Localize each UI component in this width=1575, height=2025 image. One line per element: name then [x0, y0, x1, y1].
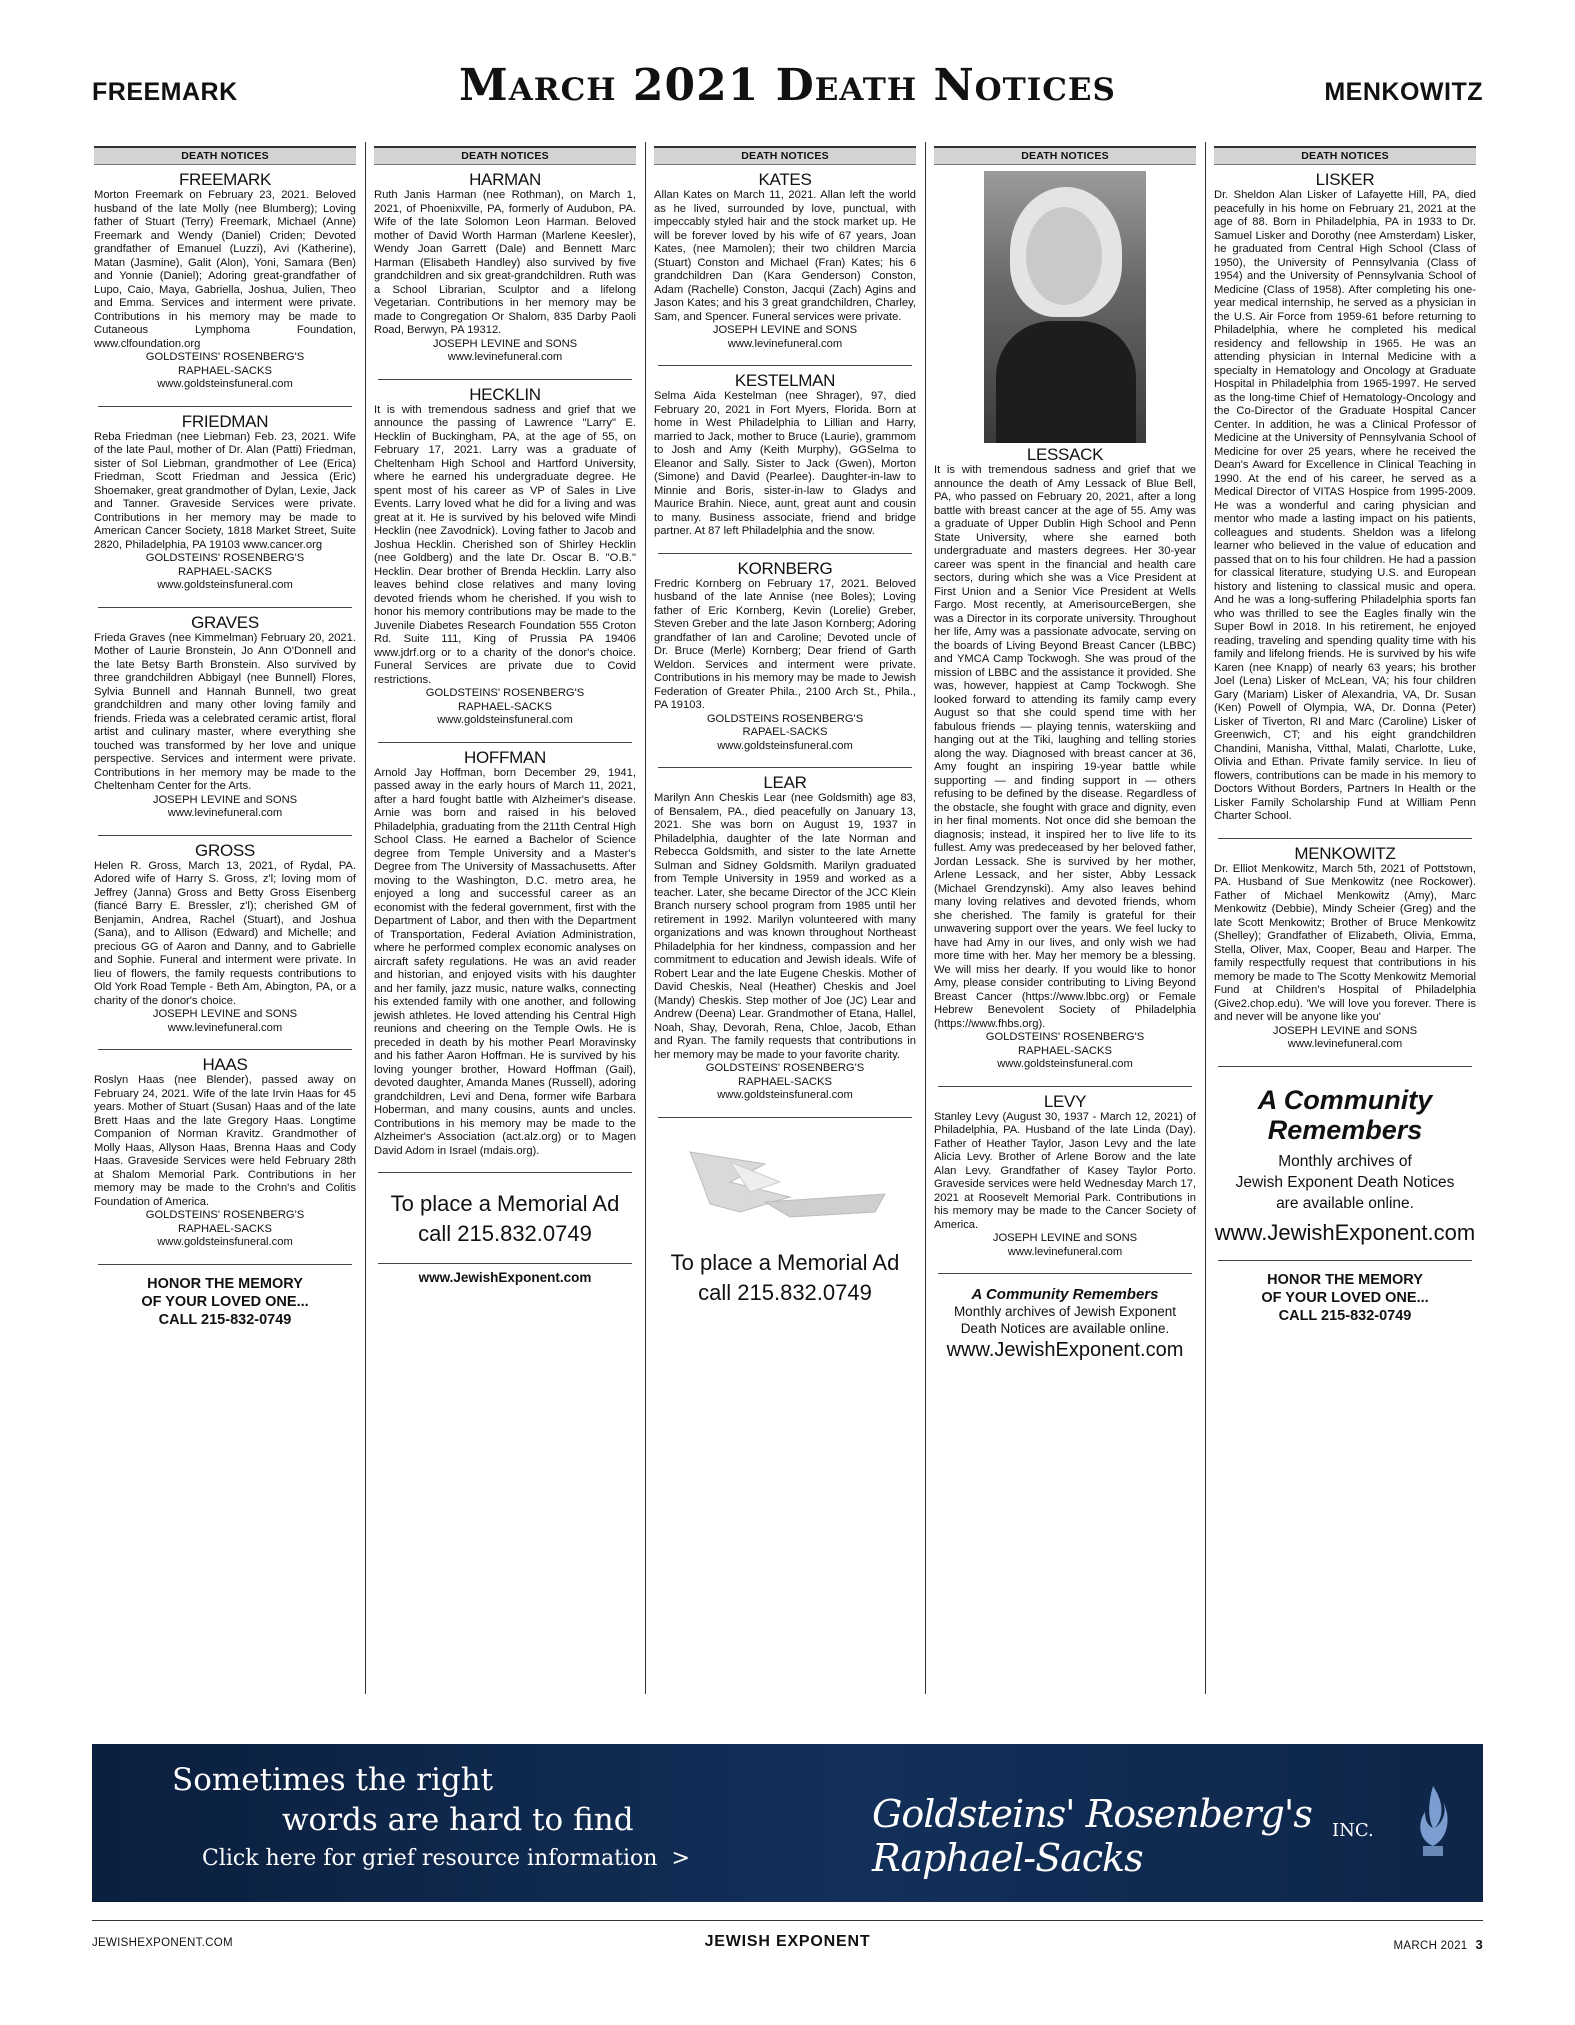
notice-lisker — [1214, 170, 1476, 824]
notice-divider — [658, 1117, 912, 1118]
section-tab: DEATH NOTICES — [934, 146, 1196, 165]
community-body: Monthly archives of Jewish Exponent Death Notices are available online. — [1235, 1152, 1455, 1212]
notice-lear — [654, 773, 916, 1103]
column-4 — [934, 146, 1196, 1362]
notice-divider — [1218, 1260, 1472, 1261]
notice-name: GROSS — [195, 840, 255, 860]
website-link[interactable]: www.JewishExponent.com — [418, 1270, 592, 1285]
notice-body: Allan Kates on March 11, 2021. Allan left the world as he lived, surrounded by love, punctual, with impeccably styled hair and the stock market up. He will be forever loved by his wife of 67 years, Joan Kates, (nee Mamolen); their two children Marcia (Stuart) Conston and Michael (Fran) Kates; his 6 grandchildren Dan (Kara Genderson) Conston, Adam (Rachelle) Conston, Jacqui (Zach) Agins and Jason Kates; and his 3 great grandchildren, Charley, Sam, and Spencer. Funeral services were private. — [654, 189, 916, 323]
star-of-david-icon — [670, 1142, 900, 1232]
grief-resource-banner[interactable] — [92, 1744, 1483, 1902]
notice-divider — [1218, 838, 1472, 839]
notice-body: Selma Aida Kestelman (nee Shrager), 97, died February 20, 2021 in Fort Myers, Florida. Born at home in West Philadelphia to Lillian and Harry, married to Jack, mother to Bruce (Laurie), grammom to Josh and Amy (Keith Murphy), GGSelma to Eleanor and Sally. Sister to Jack (Gwen), Morton (Simone) and David (Pearlee). Daughter-in-law to Minnie and Boris, sister-in-law to Gladys and Maurice Brahin. Niece, aunt, great aunt and cousin to many. Business associate, friend and bridge partner. At 87 left Philadelphia and the snow. — [654, 390, 916, 537]
logo-inc: INC. — [1332, 1820, 1374, 1841]
notice-divider — [378, 742, 632, 743]
notice-kates — [654, 170, 916, 351]
community-title: A Community Remembers — [1257, 1084, 1433, 1145]
notice-body: Reba Friedman (nee Liebman) Feb. 23, 2021. Wife of the late Paul, mother of Dr. Alan (Patti) Friedman, sister of Sol Liebman, grandmother of Lee (Erica) Friedman, Scott Friedman and Jessica (Eric) Shoemaker, great grandmother of Dylan, Lexie, Jack and Tanner. Graveside Services were private. Contributions in her memory may be made to American Cancer Society, 1818 Market Street, Suite 2820, Philadelphia, PA 19103 www.cancer.org — [94, 430, 356, 551]
community-link[interactable]: www.JewishExponent.com — [1214, 1219, 1476, 1245]
honor-memory-ad: HONOR THE MEMORY OF YOUR LOVED ONE... CALL 215-832-0749 — [1261, 1271, 1429, 1324]
notice-name: KORNBERG — [737, 558, 833, 578]
notice-body: Frieda Graves (nee Kimmelman) February 20, 2021. Mother of Laurie Bronstein, Jo Ann O'Donnell and the late Betsy Barth Bronstein. Also survived by three grandchildren Abbigayl (nee Bunnell) Flores, Sylvia Bunnell and Hannah Bunnell, two great grandchildren and many other loving family and friends. Frieda was a celebrated ceramic artist, floral artist and culinary master, where everything she touched was transformed by her love and unique perspective. Services and interment were private. Contributions in her memory may be made to the Cheltenham Center for the Arts. — [94, 631, 356, 792]
community-remembers-ad-large — [1214, 1085, 1476, 1246]
notice-name: LESSACK — [1026, 445, 1104, 464]
community-title: A Community Remembers — [971, 1286, 1159, 1303]
column-divider — [365, 142, 366, 1694]
footer-rule — [92, 1920, 1483, 1921]
notice-lessack — [934, 445, 1196, 1072]
notice-name: MENKOWITZ — [1294, 843, 1396, 863]
notice-divider — [938, 1273, 1192, 1274]
memorial-ad: To place a Memorial Ad call 215.832.0749 — [390, 1191, 620, 1246]
banner-line-2: words are hard to find — [282, 1802, 634, 1838]
notice-divider — [1218, 1066, 1472, 1067]
funeral-home: GOLDSTEINS' ROSENBERG'S RAPHAEL-SACKS www.goldsteinsfuneral.com — [425, 687, 585, 726]
notice-body: Helen R. Gross, March 13, 2021, of Rydal, PA. Adored wife of Harry S. Gross, z'l; loving mom of Jeffrey (Janna) Gross and Betty Gross Eisenberg (fiancé Barry E. Bressler, z'l); cherished GM of Benjamin, Andrea, Rachel (Stuart), and Joshua (Sana), and to Allison (Edward) and Michelle; and precious GG of Aaron and Danny, and to Gabrielle and Sophie. Funeral and interment were private. In lieu of flowers, the family requests contributions to Old York Road Temple - Beth Am, Abington, PA, or a charity of the donor's choice. — [94, 859, 356, 1007]
notice-body: Stanley Levy (August 30, 1937 - March 12, 2021) of Philadelphia, PA. Husband of the late Linda (Day). Father of Heather Taylor, Jason Levy and the late Alicia Levy. Brother of Arlene Borow and the late Alan Levy. Grandfather of Kasey Taylor Porto. Graveside services were held Wednesday March 17, 2021 at Roosevelt Memorial Park. Contributions in his memory may be made to the Cancer Society of America. — [934, 1110, 1196, 1231]
notice-name: GRAVES — [191, 612, 259, 632]
footer-website: JEWISHEXPONENT.COM — [92, 1937, 233, 1949]
column-1 — [94, 146, 356, 1329]
notice-hecklin — [374, 385, 636, 728]
column-divider — [925, 142, 926, 1694]
notice-divider — [938, 1086, 1192, 1087]
banner-cta[interactable] — [202, 1846, 690, 1871]
notice-body: Ruth Janis Harman (nee Rothman), on March 1, 2021, of Phoenixville, PA, formerly of Audubon, PA. Wife of the late Solomon Leon Harman. Beloved mother of David Worth Harman (Marlene Keesler), Wendy Joan Garrett (Dale) and Bennett Marc Harman (Elisabeth Handley) also survived by five grandchildren and six great-grandchildren. Ruth was a School Librarian, Sculptor and a lifelong Vegetarian. Contributions in her memory may be made to Congregation Or Shalom, 835 Darby Paoli Road, Berwyn, PA 19312. — [374, 189, 636, 336]
funeral-home: GOLDSTEINS' ROSENBERG'S RAPHAEL-SACKS www.goldsteinsfuneral.com — [705, 1062, 865, 1101]
notice-body: It is with tremendous sadness and grief that we announce the death of Amy Lessack of Blue Bell, PA, who passed on February 20, 2021, after a long battle with breast cancer at the age of 55. Amy was a graduate of Upper Dublin High School and Penn State University, where she earned both undergraduate and masters degrees. Her 30-year career was spent in the financial and health care sectors, during which she was a Vice President at First Union and a Senior Vice President at Wells Fargo. Most recently, at AmerisourceBergen, she was a Director in its corporate university. Throughout her life, Amy was a passionate advocate, serving on the boards of Living Beyond Breast Cancer (LBBC) and YMCA Camp Tockwogh. She was proud of the mission of LBBC and the assistance it provided. She was, however, happiest at Camp Tockwogh. She looked forward to attending its family camp every August so that she could spend time with her fabulous friends — playing tennis, waterskiing and hanging out at the Tiki, laughing and telling stories along the way. Diagnosed with breast cancer at 36, Amy fought an inspiring 19-year battle while supporting — and finding support in — others refusing to be defined by the disease. Regardless of the obstacle, she fought with grace and dignity, even in her final moments. Not once did she bemoan the diagnosis; instead, it inspired her to live life to its fullest. Amy was predeceased by her beloved father, Jordan Lessack. She is survived by her mother, Arlene Lessack, and her sister, Abby Lessack (Michael Grendzynski). Amy also leaves behind many loving relatives and devoted friends, whom she cherished. The family is grateful for their unwavering support over the years. We feel lucky to have had Amy in our lives, and only wish we had more time with her. May her memory be a blessing. We will miss her dearly. If you would like to honor Amy, please consider contributing to Living Beyond Breast Cancer (https://www.lbbc.org) or Female Hebrew Benevolent Society of Philadelphia (https://www.fhbs.org). — [934, 464, 1196, 1030]
funeral-home: GOLDSTEINS' ROSENBERG'S RAPHAEL-SACKS www.goldsteinsfuneral.com — [145, 351, 305, 390]
notice-name: KESTELMAN — [734, 371, 836, 390]
notice-name: HAAS — [202, 1055, 248, 1074]
notice-haas — [94, 1055, 356, 1250]
notice-body: Dr. Elliot Menkowitz, March 5th, 2021 of Pottstown, PA. Husband of Sue Menkowitz (nee Rockower). Father of Michael Menkowitz (Amy), Marc Menkowitz (Debbie), Mindy Scheier (Greg) and the late Scott Menkowitz; Brother of Bruce Menkowitz (Shelley); Grandfather of Elizabeth, Olivia, Emma, Stella, Oliver, Max, Cooper, Beau and Harper. The family respectfully request that contributions in his memory be made to The Scotty Menkowitz Memorial Fund at Children's Hospital of Philadelphia (Give2.chop.edu). 'We will love you forever. There is and never will be anyone like you' — [1214, 862, 1476, 1023]
section-tab: DEATH NOTICES — [94, 146, 356, 165]
notice-divider — [658, 553, 912, 554]
notice-name: LEVY — [1043, 1091, 1087, 1111]
notice-name: LEAR — [763, 773, 807, 792]
funeral-home: JOSEPH LEVINE and SONS www.levinefuneral.com — [152, 1008, 298, 1034]
notice-name: LISKER — [1315, 170, 1375, 189]
column-divider — [1205, 142, 1206, 1694]
notice-name: FRIEDMAN — [181, 411, 269, 431]
section-tab: DEATH NOTICES — [374, 146, 636, 165]
section-tab: DEATH NOTICES — [654, 146, 916, 165]
community-link[interactable]: www.JewishExponent.com — [946, 1339, 1184, 1361]
notice-divider — [98, 835, 352, 836]
footer-date: MARCH 2021 — [1393, 1940, 1468, 1952]
page-number: 3 — [1475, 1937, 1483, 1952]
notice-divider — [98, 607, 352, 608]
notice-divider — [658, 365, 912, 366]
community-remembers-ad — [934, 1286, 1196, 1362]
honor-memory-ad: HONOR THE MEMORY OF YOUR LOVED ONE... CALL 215-832-0749 — [141, 1275, 309, 1328]
notice-freemark — [94, 170, 356, 392]
header-left-name: FREEMARK — [92, 78, 238, 106]
footer-issue — [1394, 1937, 1483, 1952]
column-3 — [654, 146, 916, 1308]
section-tab: DEATH NOTICES — [1214, 146, 1476, 165]
notice-body: Roslyn Haas (nee Blender), passed away on February 24, 2021. Wife of the late Irvin Haas for 45 years. Mother of Stuart (Susan) Haas and of the late Brett Haas and the late Gregory Haas. Longtime Companion of Norman Kravitz. Grandmother of Molly Haas, Allyson Haas, Brenna Haas and Cody Haas. Graveside Services were held February 28th at Shalom Memorial Park. Contributions in her memory may be made to the Crohn's and Colitis Foundation of America. — [94, 1074, 356, 1208]
notice-body: Marilyn Ann Cheskis Lear (nee Goldsmith) age 83, of Bensalem, PA., died peacefully on January 13, 2021. She was born on August 19, 1937 in Philadelphia, daughter of the late Norman and Rebecca Goldsmith, and sister to the late Arnette Sulman and Sidney Goldsmith. Marilyn graduated from Temple University in 1959 and worked as a teacher. Later, she became Director of the JCC Klein Branch nursery school program from 1985 until her retirement in 1992. Marilyn volunteered with many organizations and was known throughout Northeast Philadelphia for her kindness, compassion and her commitment to education and Jewish ideals. Wife of Robert Lear and the late Eugene Cheskis. Mother of David Cheskis, Neal (Heather) Cheskis and Joel (Mandy) Cheskis. Step mother of Joe (JC) Lear and Andrew (Deena) Lear. Grandmother of Etana, Hallel, Noah, Shay, Devorah, Rena, Chloe, Jacob, Ethan and Ryan. The family requests that contributions in her memory may be made to your favorite charity. — [654, 792, 916, 1061]
funeral-home-logo: Goldsteins' Rosenberg's Raphael-Sacks — [872, 1792, 1312, 1880]
notice-body: Arnold Jay Hoffman, born December 29, 1941, passed away in the early hours of March 11, 2021, after a hard fought battle with Alzheimer's disease. Arnie was born and raised in his beloved Philadelphia, graduating from the 211th Central High School Class. He earned a Bachelor of Science degree from Temple University and a Master's Degree from The University of Massachusetts. After moving to the Washington, D.C. metro area, he enjoyed a long and successful career as an economist with the federal government, first with the Department of Labor, and then with the Department of Transportation, Federal Aviation Administration, where he performed complex economic analyses on aircraft safety regulations. He was an avid reader and historian, and enjoyed visits with his daughter and her family, jazz music, nature walks, connecting his extended family with one another, and following jewish athletes. He loved attending his Central High reunions and cheering on the Temple Owls. He is preceded in death by his mother Pearl Moravinsky and his father Aaron Hoffman. He is survived by his loving younger brother, Howard Hoffman (Gail), devoted daughter, Amanda Manes (Russell), adoring grandchildren, Levi and Dena, former wife Barbara Hoberman, and many cousins, aunts and uncles. Contributions in his memory may be made to the Alzheimer's Association (act.alz.org) or to Magen David Adom in Israel (mdais.org). — [374, 766, 636, 1157]
funeral-home: GOLDSTEINS' ROSENBERG'S RAPHAEL-SACKS www.goldsteinsfuneral.com — [985, 1031, 1145, 1070]
banner-cta-text: Click here for grief resource information — [202, 1846, 658, 1871]
funeral-home: JOSEPH LEVINE and SONS www.levinefuneral.com — [432, 337, 578, 363]
funeral-home: JOSEPH LEVINE and SONS www.levinefuneral.com — [712, 324, 858, 350]
funeral-home: GOLDSTEINS' ROSENBERG'S RAPHAEL-SACKS www.goldsteinsfuneral.com — [145, 1209, 305, 1248]
notice-name: HOFFMAN — [464, 747, 546, 767]
notice-name: HECKLIN — [469, 384, 541, 404]
notice-name: FREEMARK — [178, 170, 272, 189]
notice-divider — [378, 1172, 632, 1173]
notice-body: Dr. Sheldon Alan Lisker of Lafayette Hill, PA, died peacefully in his home on February 21, 2021 at the age of 88. Born in Philadelphia, PA in 1933 to Dr. Samuel Lisker and Dorothy (nee Amsterdam) Lisker, he graduated from Central High School (Class of 1950), the University of Pennsylvania (Class of 1954) and the University of Pennsylvania School of Medicine (Class of 1958). After completing his one-year medical internship, he served as a physician in the U.S. Air Force from 1959-61 before returning to Philadelphia, where he completed his medical residency and fellowship in 1965. He was an attending physician in Internal Medicine with a specialty in Hematology and Oncology at Graduate Hospital in Philadelphia from 1965-1997. He served as the long-time Chief of Hematology-Oncology and the Co-Director of the Graduate Hospital Cancer Center. In addition, he was a Clinical Professor of Medicine at the University of Pennsylvania School of Medicine for over 25 years, where he received the Dean's Award for Excellence in Clinical Teaching in 1990. At the end of his career, he served as a Medical Director of VITAS Hospice from 1995-2009. He was a wonderful and caring physician and mentor who made a lasting impact on his patients, colleagues and students. Sheldon was a lifelong learner who believed in the value of education and passed that on to his four children. He had a passion for classical literature, studying U.S. and European history and listening to classical music and opera. And he was a long-suffering Philadelphia sports fan who was thrilled to see the Eagles finally win the Super Bowl in 2018. In his retirement, he enjoyed reading, traveling and spending quality time with his family and lifelong friends. He is survived by his wife Karen (nee Knapp) of nearly 63 years; his brother Joel (Lena) Lisker of McLean, VA; his four children Gary (Mariam) Lisker of Alexandria, VA, Dr. Susan (Ken) Powell of Olympia, WA, Dr. Donna (Peter) Lisker of Tiverton, RI and Marc (Caroline) Lisker of Greenwich, CT; and his eight grandchildren Chandini, Manisha, Vitthal, Malati, Charlotte, Luke, Olivia and Ethan. Private family service. In lieu of flowers, contributions can be made in his memory to Doctors Without Borders, Partners In Health or the Lisker Family Scholarship Fund at William Penn Charter School. — [1214, 189, 1476, 822]
funeral-home: JOSEPH LEVINE and SONS www.levinefuneral.com — [992, 1232, 1138, 1258]
notice-name: KATES — [758, 170, 812, 189]
notice-harman — [374, 170, 636, 365]
chevron-right-icon: > — [671, 1846, 690, 1871]
community-body: Monthly archives of Jewish Exponent Death Notices are available online. — [953, 1304, 1177, 1336]
notice-divider — [98, 1049, 352, 1050]
notice-body: Morton Freemark on February 23, 2021. Beloved husband of the late Molly (nee Blumberg); Loving father of Stuart (Terry) Freemark, Michael (Anne) Freemark and Wendy (Daniel) Criden; Devoted grandfather of Emanuel (Luzzi), Avi (Katherine), Matan (Jasmine), Galit (Alon), Yoni, Samara (Ben) and Yonnie (Daniel); Adoring great-grandfather of Lupo, Caio, Maya, Gabriella, Joshua, Julien, Theo and Emma. Services and interment were private. Contributions in his memory may be made to Cutaneous Lymphoma Foundation, www.clfoundation.org — [94, 189, 356, 350]
page-title: March 2021 Death Notices — [459, 60, 1116, 111]
notice-friedman — [94, 412, 356, 593]
notice-body: It is with tremendous sadness and grief that we announce the passing of Lawrence "Larry" E. Hecklin of Buckingham, PA, at the age of 55, on February 17, 2021. Larry was a graduate of Cheltenham High School and Hartford University, where he earned his undergraduate degree. He spent most of his career as VP of Sales in Live Events. Larry loved what he did for a living and was great at it. He is survived by his beloved wife Mindi Hecklin (nee Zavodnick). Loving father to Jacob and Joshua Hecklin. Cherished son of Shirley Hecklin (nee Goldberg) and the late Dr. Oscar B. "O.B." Hecklin. Dear brother of Brenda Hecklin. Larry also leaves behind close relatives and many loving devoted friends whom he cherished. If you wish to honor his memory contributions may be made to the Juvenile Diabetes Research Foundation 555 Croton Rd. Suite 111, King of Prussia PA 19406 www.jdrf.org or to a charity of the donor's choice. Funeral Services are private due to Covid restrictions. — [374, 403, 636, 686]
notice-hoffman — [374, 748, 636, 1159]
notice-divider — [378, 1263, 632, 1264]
footer-publication: JEWISH EXPONENT — [704, 1933, 871, 1950]
notice-levy — [934, 1092, 1196, 1260]
notice-divider — [378, 379, 632, 380]
notice-kestelman — [654, 371, 916, 539]
notice-kornberg — [654, 559, 916, 754]
flame-icon — [1413, 1782, 1453, 1862]
column-divider — [645, 142, 646, 1694]
notice-divider — [98, 406, 352, 407]
notice-menkowitz — [1214, 844, 1476, 1052]
funeral-home: JOSEPH LEVINE and SONS www.levinefuneral.com — [1272, 1024, 1418, 1050]
notice-body: Fredric Kornberg on February 17, 2021. Beloved husband of the late Annise (nee Boles); Loving father of Eric Kornberg, Kevin (Lorelie) Greber, Steven Greber and the late Jason Kornberg; Adoring grandfather of Ian and Caroline; Devoted uncle of Dr. Bruce (Merle) Kornberg; Dear friend of Garth Weldon. Services and interment were private. Contributions in his memory may be made to Jewish Federation of Greater Phila., 2100 Arch St., Phila., PA 19103. — [654, 577, 916, 711]
memorial-ad: To place a Memorial Ad call 215.832.0749 — [670, 1249, 900, 1305]
column-5 — [1214, 146, 1476, 1325]
funeral-home: GOLDSTEINS ROSENBERG'S RAPAEL-SACKS www.goldsteinsfuneral.com — [706, 712, 864, 752]
portrait-photo — [984, 171, 1146, 443]
banner-line-1: Sometimes the right — [172, 1762, 494, 1798]
header-right-name: MENKOWITZ — [1324, 78, 1483, 106]
funeral-home: JOSEPH LEVINE and SONS www.levinefuneral.com — [152, 793, 298, 819]
notice-divider — [98, 1264, 352, 1265]
notice-graves — [94, 613, 356, 821]
notice-gross — [94, 841, 356, 1036]
notice-divider — [658, 767, 912, 768]
column-2 — [374, 146, 636, 1285]
notice-name: HARMAN — [469, 170, 541, 189]
funeral-home: GOLDSTEINS' ROSENBERG'S RAPHAEL-SACKS www.goldsteinsfuneral.com — [145, 552, 305, 591]
